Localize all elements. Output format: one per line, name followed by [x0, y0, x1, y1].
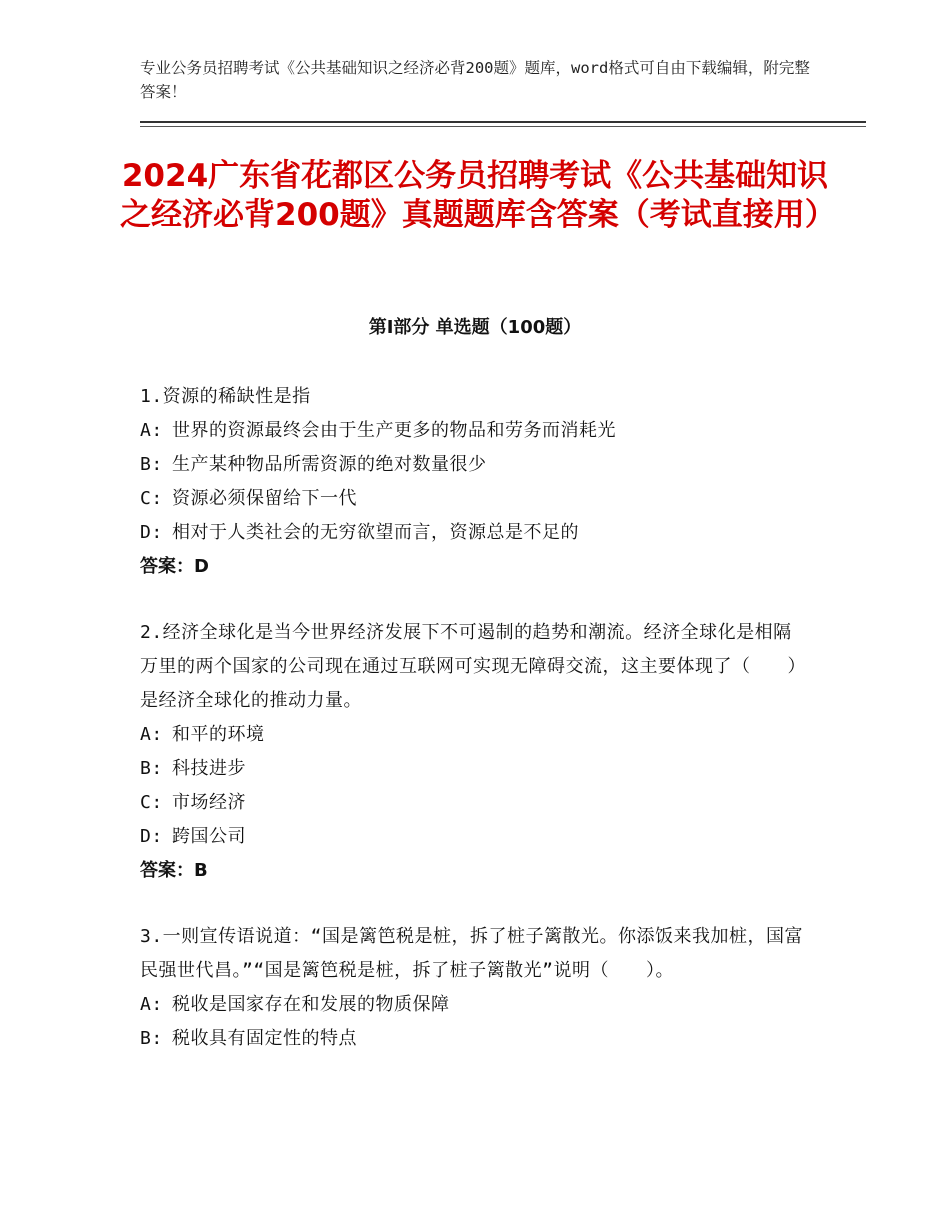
- document-title: 2024广东省花都区公务员招聘考试《公共基础知识之经济必背200题》真题题库含答案（考试直接用）: [120, 158, 836, 233]
- option-c: [140, 786, 810, 820]
- option-key: D:: [140, 522, 163, 543]
- option-text: 税收具有固定性的特点: [172, 1028, 357, 1049]
- option-b: [140, 752, 810, 786]
- answer-label: 答案：B: [140, 860, 208, 881]
- header-note: 专业公务员招聘考试《公共基础知识之经济必背200题》题库，word格式可自由下载编辑，附完整答案！: [140, 59, 810, 101]
- section-title: 第Ⅰ部分 单选题（100题）: [368, 317, 582, 338]
- question-2: [140, 616, 810, 888]
- option-text: 跨国公司: [172, 826, 246, 847]
- option-text: 世界的资源最终会由于生产更多的物品和劳务而消耗光: [172, 420, 616, 441]
- option-key: D:: [140, 826, 163, 847]
- option-a: [140, 718, 810, 752]
- question-list: [140, 380, 810, 1088]
- answer-label: 答案：D: [140, 556, 209, 577]
- option-key: C:: [140, 792, 163, 813]
- question-stem: 3.一则宣传语说道：“国是篱笆税是桩，拆了桩子篱散光。你添饭来我加桩，国富民强世代昌。”“国是篱笆税是桩，拆了桩子篱散光”说明（ ）。: [140, 926, 804, 981]
- option-key: B:: [140, 1028, 163, 1049]
- option-text: 相对于人类社会的无穷欲望而言，资源总是不足的: [172, 522, 579, 543]
- option-b: [140, 1022, 810, 1056]
- header-rule-thick: [140, 121, 866, 123]
- question-stem: 1.资源的稀缺性是指: [140, 386, 311, 407]
- option-text: 和平的环境: [172, 724, 265, 745]
- option-d: [140, 516, 810, 550]
- option-key: A:: [140, 724, 163, 745]
- option-text: 生产某种物品所需资源的绝对数量很少: [172, 454, 487, 475]
- option-text: 市场经济: [172, 792, 246, 813]
- option-key: A:: [140, 420, 163, 441]
- option-a: [140, 414, 810, 448]
- option-d: [140, 820, 810, 854]
- option-key: B:: [140, 454, 163, 475]
- header-rule-thin: [140, 126, 866, 127]
- option-key: B:: [140, 758, 163, 779]
- option-text: 科技进步: [172, 758, 246, 779]
- option-key: C:: [140, 488, 163, 509]
- option-a: [140, 988, 810, 1022]
- question-stem: 2.经济全球化是当今世界经济发展下不可遏制的趋势和潮流。经济全球化是相隔万里的两个国家的公司现在通过互联网可实现无障碍交流，这主要体现了（ ）是经济全球化的推动力量。: [140, 622, 806, 711]
- option-b: [140, 448, 810, 482]
- option-c: [140, 482, 810, 516]
- option-text: 税收是国家存在和发展的物质保障: [172, 994, 450, 1015]
- question-3: [140, 920, 810, 1056]
- question-1: [140, 380, 810, 584]
- option-text: 资源必须保留给下一代: [172, 488, 357, 509]
- option-key: A:: [140, 994, 163, 1015]
